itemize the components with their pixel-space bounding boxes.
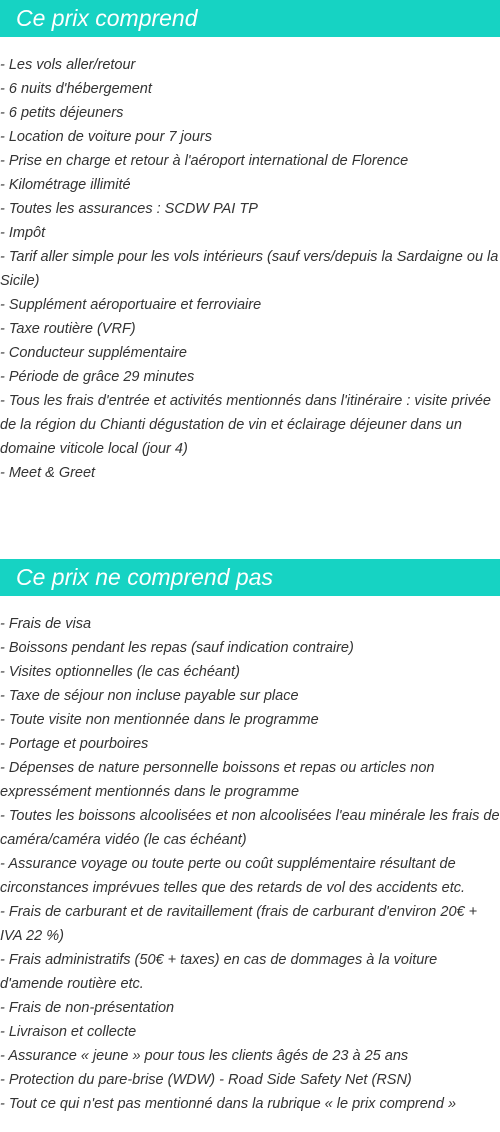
list-item: - Impôt bbox=[0, 225, 46, 241]
list-item: - Prise en charge et retour à l'aéroport international de Florence bbox=[0, 153, 409, 169]
list-item: - Les vols aller/retour bbox=[0, 57, 136, 73]
included-items-list bbox=[0, 53, 500, 485]
list-item: - Boissons pendant les repas (sauf indication contraire) bbox=[0, 640, 354, 656]
list-item: - Frais administratifs (50€ + taxes) en cas de dommages à la voiture d'amende routière etc. bbox=[0, 952, 438, 992]
section-title-excludes: Ce prix ne comprend pas bbox=[0, 559, 500, 596]
list-item: - Toutes les boissons alcoolisées et non alcoolisées l'eau minérale les frais de caméra/caméra vidéo (le cas échéant) bbox=[0, 808, 500, 848]
list-item: - Assurance voyage ou toute perte ou coût supplémentaire résultant de circonstances imprévues telles que des retards de vol des accidents etc. bbox=[0, 856, 466, 896]
list-item: - Toute visite non mentionnée dans le programme bbox=[0, 712, 319, 728]
list-item: - Livraison et collecte bbox=[0, 1024, 137, 1040]
list-item: - Supplément aéroportuaire et ferroviaire bbox=[0, 297, 262, 313]
list-item: - Période de grâce 29 minutes bbox=[0, 369, 195, 385]
list-item: - Assurance « jeune » pour tous les clients âgés de 23 à 25 ans bbox=[0, 1048, 409, 1064]
list-item: - Tout ce qui n'est pas mentionné dans la rubrique « le prix comprend » bbox=[0, 1096, 457, 1112]
list-item: - Frais de visa bbox=[0, 616, 92, 632]
list-item: - Meet & Greet bbox=[0, 465, 96, 481]
list-item: - Visites optionnelles (le cas échéant) bbox=[0, 664, 240, 680]
list-item: - Frais de non-présentation bbox=[0, 1000, 175, 1016]
list-item: - Conducteur supplémentaire bbox=[0, 345, 187, 361]
list-item: - Portage et pourboires bbox=[0, 736, 149, 752]
list-item: - 6 nuits d'hébergement bbox=[0, 81, 152, 97]
list-item: - Frais de carburant et de ravitaillement (frais de carburant d'environ 20€ + IVA 22 %) bbox=[0, 904, 478, 944]
section-title-includes: Ce prix comprend bbox=[0, 0, 500, 37]
list-item: - Kilométrage illimité bbox=[0, 177, 131, 193]
list-item: - Dépenses de nature personnelle boissons et repas ou articles non expressément mentionnés dans le programme bbox=[0, 760, 435, 800]
excluded-items-list bbox=[0, 612, 500, 1116]
list-item: - Toutes les assurances : SCDW PAI TP bbox=[0, 201, 258, 217]
list-item: - Tous les frais d'entrée et activités mentionnés dans l'itinéraire : visite privée de la région du Chianti dégustation de vin et éclairage déjeuner dans un domaine viticole local (jour 4) bbox=[0, 393, 491, 457]
list-item: - Tarif aller simple pour les vols intérieurs (sauf vers/depuis la Sardaigne ou la Sicile) bbox=[0, 249, 499, 289]
list-item: - 6 petits déjeuners bbox=[0, 105, 124, 121]
list-item: - Taxe de séjour non incluse payable sur place bbox=[0, 688, 299, 704]
list-item: - Location de voiture pour 7 jours bbox=[0, 129, 212, 145]
list-item: - Taxe routière (VRF) bbox=[0, 321, 136, 337]
list-item: - Protection du pare-brise (WDW) - Road Side Safety Net (RSN) bbox=[0, 1072, 412, 1088]
